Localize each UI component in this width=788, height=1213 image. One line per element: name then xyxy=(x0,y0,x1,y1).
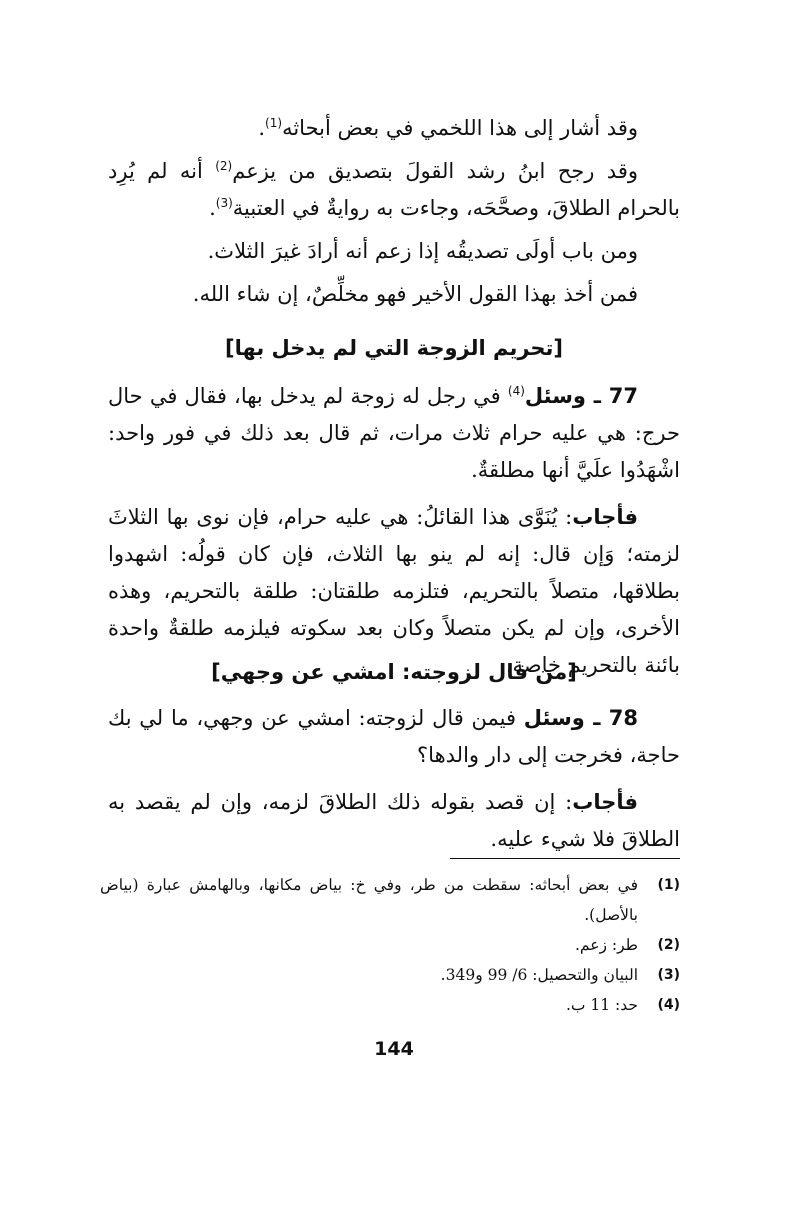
paragraph xyxy=(108,700,680,774)
question-78 xyxy=(108,700,680,858)
footnote-number: (3) xyxy=(657,967,680,983)
question-label: 77 ـ وسئل xyxy=(524,384,638,408)
footnote-number: (4) xyxy=(657,997,680,1013)
footnote xyxy=(100,990,680,1020)
footnote-ref: (1) xyxy=(265,116,283,130)
footnote xyxy=(100,930,680,960)
text-run: وقد أشار إلى هذا اللخمي في بعض أبحاثه xyxy=(282,116,638,140)
page-number: 144 xyxy=(374,1038,414,1060)
intro-text xyxy=(108,110,680,313)
footnote-number: (2) xyxy=(657,937,680,953)
question-label: 78 ـ وسئل xyxy=(523,706,638,730)
footnote xyxy=(100,870,680,930)
text-run: أنه لم يُرِد بالحرام الطلاقَ، وصحَّحَه، وجاءت به روايةٌ في العتبية xyxy=(108,159,680,220)
text-run: : يُنَوَّى هذا القائلُ: هي عليه حرام، فإن نوى بها الثلاثَ لزمته؛ وَإن قال: إنه لم ينو بها الثلاث، فإن كان قولُه: اشهدوا بطلاقها، متصلاً بالتحريم، فتلزمه طلقتان: طلقة بالتحريم، وهذه الأخرى، وإن لم يكن متصلاً وكان بعد سكوته فيلزمه طلقةٌ واحدة بائنة بالتحريم خاصة. xyxy=(108,505,680,677)
question-77 xyxy=(108,378,680,684)
paragraph xyxy=(108,153,680,227)
text-run: فيمن قال لزوجته: امشي عن وجهي، ما لي بك حاجة، فخرجت إلى دار والدها؟ xyxy=(108,706,680,767)
paragraph: فمن أخذ بهذا القول الأخير فهو مخلِّصٌ، إن شاء الله. xyxy=(192,282,638,306)
footnotes xyxy=(100,870,680,1020)
section-heading: [تحريم الزوجة التي لم يدخل بها] xyxy=(224,336,564,360)
paragraph: ومن باب أولَى تصديقُه إذا زعم أنه أرادَ غيرَ الثلاث. xyxy=(207,239,638,263)
paragraph xyxy=(108,499,680,684)
footnote-text: البيان والتحصيل: 6/ 99 و349. xyxy=(440,966,638,984)
paragraph xyxy=(108,784,680,858)
text-run: . xyxy=(258,116,266,140)
footnote-ref: (4) xyxy=(507,384,525,398)
footnote-ref: (3) xyxy=(215,196,233,210)
answer-label: فأجاب xyxy=(572,790,638,814)
paragraph xyxy=(108,110,680,147)
text-run: : إن قصد بقوله ذلك الطلاقَ لزمه، وإن لم يقصد به الطلاقَ فلا شيء عليه. xyxy=(108,790,680,851)
section-heading: [من قال لزوجته: امشي عن وجهي] xyxy=(211,660,577,684)
footnote xyxy=(100,960,680,990)
answer-label: فأجاب xyxy=(572,505,638,529)
footnote-text: حد: 11 ب. xyxy=(565,996,638,1014)
footnote-separator xyxy=(450,858,680,859)
paragraph xyxy=(108,378,680,489)
text-run: . xyxy=(209,196,216,220)
footnote-number: (1) xyxy=(657,877,680,893)
text-run: وقد رجح ابنُ رشد القولَ بتصديق من يزعم xyxy=(232,159,638,183)
text-run: في رجل له زوجة لم يدخل بها، فقال في حال حرج: هي عليه حرام ثلاث مرات، ثم قال بعد ذلك في فور واحد: اشْهَدُوا علَيَّ أنها مطلقةٌ. xyxy=(108,384,680,482)
footnote-text: في بعض أبحاثه: سقطت من طر، وفي خ: بياض مكانها، وبالهامش عبارة (بياض بالأصل). xyxy=(100,876,638,924)
footnote-ref: (2) xyxy=(215,159,233,173)
footnote-text: طر: زعم. xyxy=(574,936,638,954)
